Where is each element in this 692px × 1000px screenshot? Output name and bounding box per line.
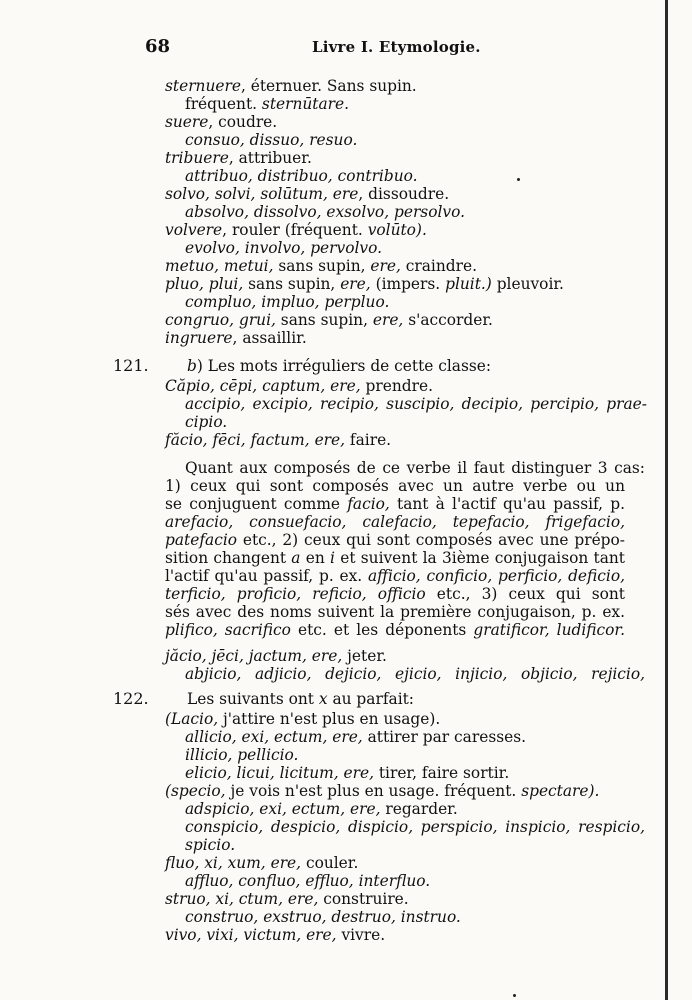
text-line bbox=[185, 665, 645, 683]
text-segment: plifico, sacrifico bbox=[165, 621, 291, 639]
text-segment: faire. bbox=[345, 431, 392, 449]
text-segment: Căpio, cēpi, captum, ere, bbox=[165, 377, 361, 395]
text-segment: ere, bbox=[372, 311, 404, 329]
text-segment: a bbox=[291, 549, 301, 567]
text-segment: fluo, xi, xum, ere, bbox=[165, 854, 302, 872]
text-segment: volūto). bbox=[367, 221, 427, 239]
text-segment: en bbox=[300, 549, 331, 567]
text-line bbox=[165, 77, 417, 95]
page-header bbox=[0, 36, 692, 60]
text-line bbox=[185, 746, 298, 764]
print-speck bbox=[517, 178, 520, 181]
text-segment: attirer par caresses. bbox=[362, 728, 527, 746]
text-segment: (Lacio, bbox=[165, 710, 219, 728]
text-segment: se conjuguent comme bbox=[165, 495, 348, 513]
text-line bbox=[185, 459, 645, 477]
text-segment: , assaillir. bbox=[232, 329, 307, 347]
text-line bbox=[187, 690, 414, 708]
text-segment: couler. bbox=[301, 854, 359, 872]
text-segment: etc., 2) ceux qui sont composés avec une prépo- bbox=[237, 531, 625, 549]
text-line bbox=[187, 357, 491, 375]
text-segment: accipio, excipio, recipio, suscipio, decipio, percipio, prae- bbox=[185, 395, 647, 413]
text-segment: spectare). bbox=[521, 782, 600, 800]
text-segment: sans supin, bbox=[243, 275, 341, 293]
page-number: 68 bbox=[145, 36, 171, 57]
text-line bbox=[165, 311, 493, 329]
text-segment: afficio, conficio, perficio, deficio, bbox=[367, 567, 625, 585]
text-segment: volvere bbox=[165, 221, 223, 239]
text-segment: abjicio, adjicio, dejicio, ejicio, injicio, objicio, rejicio, bbox=[185, 665, 645, 683]
text-segment: l'actif qu'au passif, p. ex. bbox=[165, 567, 368, 585]
text-segment: gratificor, ludificor. bbox=[473, 621, 625, 639]
text-line bbox=[165, 567, 625, 585]
text-line bbox=[165, 149, 312, 167]
text-line bbox=[185, 167, 418, 185]
text-segment: arefacio, consuefacio, calefacio, tepefacio, frigefacio, bbox=[165, 513, 625, 531]
text-line bbox=[165, 221, 427, 239]
text-line bbox=[165, 710, 440, 728]
text-segment: facio, bbox=[347, 495, 390, 513]
text-line bbox=[165, 257, 477, 275]
text-line bbox=[165, 185, 449, 203]
text-line bbox=[185, 293, 389, 311]
text-segment: fréquent. bbox=[185, 95, 262, 113]
text-segment: je vois n'est plus en usage. fréquent. bbox=[225, 782, 522, 800]
text-line bbox=[185, 728, 526, 746]
running-title: Livre I. Etymologie. bbox=[312, 38, 481, 56]
text-segment: 1) ceux qui sont composés avec un autre verbe ou un bbox=[165, 477, 625, 495]
text-segment: evolvo, involvo, pervolvo. bbox=[185, 239, 382, 257]
text-segment: congruo, grui, bbox=[165, 311, 276, 329]
text-line bbox=[165, 585, 625, 603]
text-segment: attribuo, distribuo, contribuo. bbox=[185, 167, 418, 185]
text-segment: conspicio, despicio, dispicio, perspicio, inspicio, respicio, bbox=[185, 818, 645, 836]
text-segment: ingruere bbox=[165, 329, 233, 347]
text-segment: construo, exstruo, destruo, instruo. bbox=[185, 908, 461, 926]
text-segment: metuo, metui, bbox=[165, 257, 274, 275]
text-segment: pluit.) bbox=[445, 275, 492, 293]
text-segment: patefacio bbox=[165, 531, 238, 549]
text-segment: absolvo, dissolvo, exsolvo, persolvo. bbox=[185, 203, 465, 221]
text-segment: Quant aux composés de ce verbe il faut distinguer 3 cas: bbox=[185, 459, 645, 477]
text-segment: etc. et les déponents bbox=[290, 621, 474, 639]
text-line bbox=[165, 431, 391, 449]
text-segment: etc., 3) ceux qui sont bbox=[436, 585, 625, 603]
text-segment: , coudre. bbox=[208, 113, 278, 131]
text-line bbox=[185, 836, 235, 854]
text-segment: pluo, plui, bbox=[165, 275, 244, 293]
text-line bbox=[165, 113, 277, 131]
text-segment: jeter. bbox=[342, 647, 387, 665]
text-segment: craindre. bbox=[400, 257, 477, 275]
text-line bbox=[165, 495, 625, 513]
text-segment: vivo, vixi, victum, ere, bbox=[165, 926, 337, 944]
text-segment: (specio, bbox=[165, 782, 226, 800]
text-segment: tant à l'actif qu'au passif, p. bbox=[397, 495, 625, 513]
text-line bbox=[165, 647, 387, 665]
text-segment: vivre. bbox=[336, 926, 386, 944]
text-segment: compluo, impluo, perpluo. bbox=[185, 293, 390, 311]
text-segment: spicio. bbox=[185, 836, 236, 854]
text-line bbox=[185, 908, 461, 926]
text-line bbox=[165, 275, 564, 293]
text-line bbox=[165, 477, 625, 495]
text-line bbox=[165, 329, 307, 347]
section-number-121: 121. bbox=[113, 356, 149, 375]
text-segment: ere, bbox=[340, 275, 371, 293]
text-line bbox=[185, 131, 357, 149]
text-segment: suere bbox=[165, 113, 209, 131]
text-line bbox=[185, 872, 430, 890]
text-line bbox=[165, 782, 599, 800]
text-line bbox=[185, 95, 349, 113]
text-segment: b bbox=[187, 357, 197, 375]
text-line bbox=[185, 203, 465, 221]
text-segment: allicio, exi, ectum, ere, bbox=[185, 728, 363, 746]
text-line bbox=[165, 854, 358, 872]
text-segment: elicio, licui, licitum, ere, bbox=[185, 764, 374, 782]
text-segment: Les suivants ont bbox=[187, 690, 319, 708]
text-segment: construire. bbox=[318, 890, 409, 908]
text-segment: , dissoudre. bbox=[358, 185, 450, 203]
text-segment: consuo, dissuo, resuo. bbox=[185, 131, 358, 149]
text-line bbox=[165, 926, 385, 944]
text-line bbox=[165, 890, 409, 908]
text-segment: făcio, fēci, factum, ere, bbox=[165, 431, 346, 449]
text-line bbox=[185, 395, 647, 413]
text-segment: struo, xi, ctum, ere, bbox=[165, 890, 319, 908]
text-segment: tirer, faire sortir. bbox=[373, 764, 510, 782]
text-segment: , attribuer. bbox=[228, 149, 312, 167]
print-speck bbox=[513, 994, 516, 997]
text-segment: pleuvoir. bbox=[491, 275, 564, 293]
text-line bbox=[165, 377, 433, 395]
text-segment: regarder. bbox=[380, 800, 458, 818]
text-line bbox=[185, 413, 227, 431]
text-segment: et suivent la 3ième conjugaison tant bbox=[340, 549, 625, 567]
text-segment: adspicio, exi, ectum, ere, bbox=[185, 800, 381, 818]
text-line bbox=[165, 513, 625, 531]
text-segment: , éternuer. bbox=[240, 77, 327, 95]
text-segment: ) Les mots irréguliers de cette classe: bbox=[196, 357, 492, 375]
text-segment: i bbox=[330, 549, 335, 567]
text-segment: s'accorder. bbox=[403, 311, 493, 329]
text-segment: prendre. bbox=[360, 377, 433, 395]
text-line bbox=[185, 800, 458, 818]
text-segment: terficio, proficio, reficio, officio bbox=[165, 585, 426, 603]
text-line bbox=[185, 818, 645, 836]
text-line bbox=[185, 239, 382, 257]
text-line bbox=[165, 549, 625, 567]
text-segment: sés avec des noms suivent la première conjugaison, p. ex. bbox=[165, 603, 625, 621]
text-segment: au parfait: bbox=[327, 690, 414, 708]
text-segment: ere, bbox=[370, 257, 401, 275]
text-segment: jăcio, jēci, jactum, ere, bbox=[165, 647, 343, 665]
text-line bbox=[185, 764, 509, 782]
text-segment: sans supin, bbox=[273, 257, 371, 275]
text-segment: Sans supin. bbox=[326, 77, 417, 95]
text-segment: (impers. bbox=[370, 275, 446, 293]
text-segment: j'attire n'est plus en usage). bbox=[218, 710, 441, 728]
text-segment: solvo, solvi, solūtum, ere bbox=[165, 185, 359, 203]
text-line bbox=[165, 603, 625, 621]
text-line bbox=[165, 621, 625, 639]
page-edge-rule bbox=[665, 0, 668, 1000]
text-line bbox=[165, 531, 625, 549]
text-segment: tribuere bbox=[165, 149, 229, 167]
text-segment: cipio. bbox=[185, 413, 228, 431]
text-segment: x bbox=[318, 690, 328, 708]
text-segment: sternuere bbox=[165, 77, 241, 95]
text-segment: affluo, confluo, effluo, interfluo. bbox=[185, 872, 431, 890]
section-number-122: 122. bbox=[113, 689, 149, 708]
text-segment: , rouler (fréquent. bbox=[222, 221, 368, 239]
text-segment: sans supin, bbox=[275, 311, 373, 329]
text-segment: sternūtare. bbox=[261, 95, 350, 113]
text-segment: sition changent bbox=[165, 549, 292, 567]
text-segment: illicio, pellicio. bbox=[185, 746, 299, 764]
